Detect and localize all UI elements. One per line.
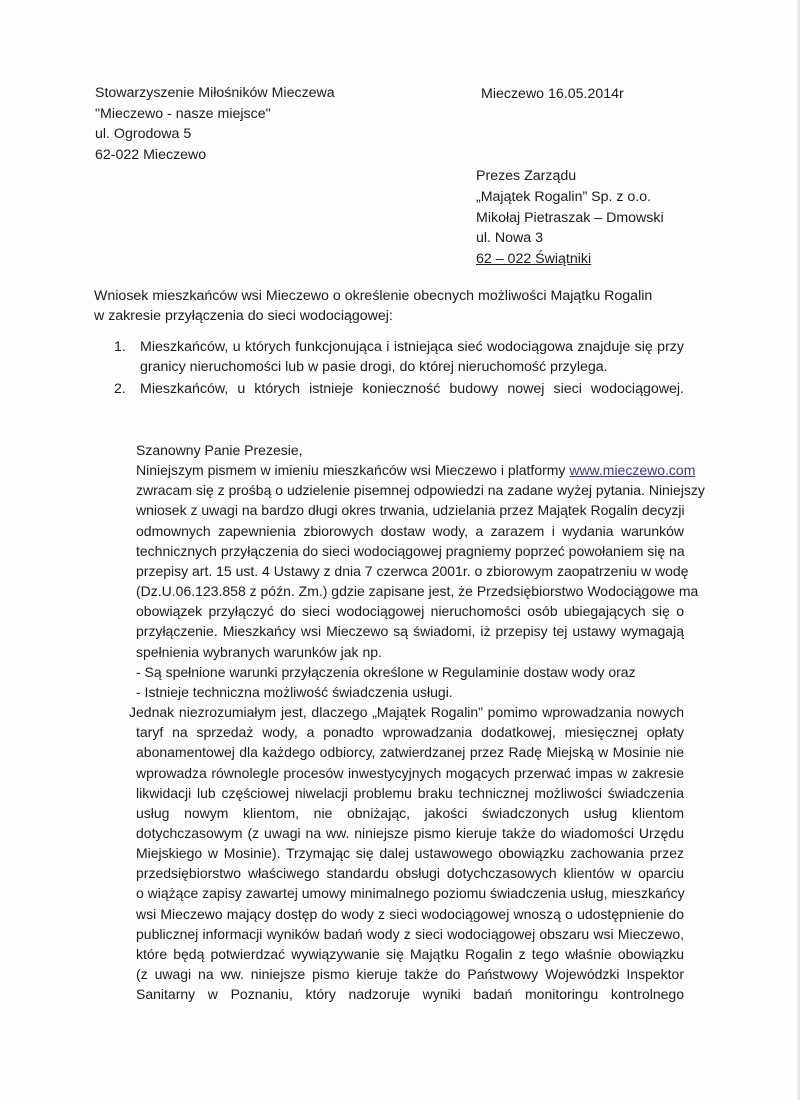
recipient-person: Mikołaj Pietraszak – Dmowski [476, 209, 664, 226]
sender-street: ul. Ogrodowa 5 [95, 126, 192, 142]
list-item [114, 379, 684, 399]
list-number: 1. [114, 339, 126, 355]
body-line: Jednak niezrozumiałym jest, dlaczego „Majątek Rogalin” pomimo wprowadzania nowych [129, 704, 684, 721]
bullet-line: - Istnieje techniczna możliwość świadczenia usługi. [136, 683, 453, 700]
body-line: przepisy art. 15 ust. 4 Ustawy z dnia 7 czerwca 2001r. o zbiorowym zaopatrzeniu w wodę [136, 562, 689, 579]
body-line: które będą potwierdzać wywiązywanie się Majątku Rogalin z tego właśnie obowiązku [136, 945, 684, 962]
sender-name: Stowarzyszenie Miłośników Mieczewa [95, 85, 335, 101]
body-line: dotychczasowym (z uwagi na ww. niniejsze pismo kieruje także do wiadomości Urzędu [136, 824, 684, 841]
body-line: (Dz.U.06.123.858 z późn. Zm.) gdzie zapisane jest, że Przedsiębiorstwo Wodociągowe ma [136, 583, 699, 600]
body-line: abonamentowej dla każdego odbiorcy, zatwierdzanej przez Radę Miejską w Mosinie nie [136, 744, 684, 761]
website-link[interactable]: www.mieczewo.com [569, 462, 696, 479]
numbered-list [114, 337, 684, 399]
body-line: publicznej informacji wyników badań wody z sieci wodociągowej obszaru wsi Mieczewo, [136, 925, 684, 942]
body-line: likwidacji lub częściowej niwelacji problemu braku technicznej możliwości świadczenia [136, 784, 684, 801]
body-line: (z uwagi na ww. niniejsze pismo kieruje także do Państwowy Wojewódzki Inspektor [136, 966, 684, 983]
list-item [114, 337, 684, 377]
body-line: wprowadza równolegle procesów inwestycyjnych mogących przerwać impas w zakresie [136, 764, 684, 781]
body-line: spełnienia wybranych warunków jak np. [136, 643, 382, 660]
body-line: odmownych zapewnienia zbiorowych dostaw wody, a zarazem i wydania warunków [136, 522, 684, 539]
recipient-city: 62 – 022 Świątniki [476, 251, 592, 268]
recipient-address [476, 166, 664, 270]
letter-date: Mieczewo 16.05.2014r [481, 86, 624, 102]
sender-city: 62-022 Mieczewo [95, 146, 207, 163]
subject-line: Wniosek mieszkańców wsi Mieczewo o określenie obecnych możliwości Majątku Rogalin [94, 288, 653, 304]
recipient-street: ul. Nowa 3 [476, 230, 544, 247]
body-line: zwracam się z prośbą o udzielenie pisemnej odpowiedzi na zadane wyżej pytania. Niniejszy [136, 482, 705, 499]
body-line: usług nowym klientom, nie obniżając, jakości świadczonych usług klientom [136, 804, 684, 821]
list-item-line: granicy nieruchomości lub w pasie drogi, do której nieruchomość przylega. [140, 359, 608, 375]
letter-body [129, 440, 705, 1004]
sender-subtitle: "Mieczewo - nasze miejsce" [95, 105, 271, 122]
subject-line: w zakresie przyłączenia do sieci wodociągowej: [94, 308, 393, 324]
subject [94, 286, 654, 326]
body-line: wniosek z uwagi na bardzo długi okres trwania, udzielania przez Majątek Rogalin decyzji [136, 502, 685, 519]
salutation: Szanowny Panie Prezesie, [136, 442, 303, 458]
body-line: Sanitarny w Poznaniu, który nadzoruje wyniki badań monitoringu kontrolnego [136, 986, 684, 1003]
bullet-line: - Są spełnione warunki przyłączenia określone w Regulaminie dostaw wody oraz [136, 663, 636, 680]
recipient-title: Prezes Zarządu [476, 168, 577, 184]
body-line: wsi Mieczewo mający dostęp do wody z sieci wodociągowej wnoszą o udostępnienie do [136, 905, 684, 922]
body-line: technicznych przyłączenia do sieci wodociągowej pragniemy poprzeć powołaniem się na [136, 542, 685, 559]
body-line: przyłączenie. Mieszkańcy wsi Mieczewo są świadomi, iż przepisy tej ustawy wymagają [136, 623, 684, 640]
list-item-line: Mieszkańców, u których istnieje konieczność budowy nowej sieci wodociągowej. [140, 381, 684, 397]
body-line: obowiązek przyłączyć do sieci wodociągowej nieruchomości osób ubiegających się o [136, 603, 684, 620]
body-line: przedsiębiorstwo właściwego standardu obsługi dotychczasowych klientów w oparciu [136, 865, 684, 882]
body-line: Miejskiego w Mosinie). Trzymając się dalej ustawowego obowiązku zachowania przez [136, 845, 684, 862]
list-item-line: Mieszkańców, u których funkcjonująca i istniejąca sieć wodociągowa znajduje się przy [140, 339, 684, 355]
recipient-company: „Majątek Rogalin” Sp. z o.o. [476, 188, 652, 205]
body-line: o wiążące zapisy zawartej umowy minimalnego poziomu świadczenia usług, mieszkańcy [136, 885, 685, 902]
list-number: 2. [114, 381, 126, 397]
body-line [136, 460, 696, 480]
body-text: Niniejszym pismem w imieniu mieszkańców wsi Mieczewo i platformy [136, 462, 570, 479]
body-line: taryf na sprzedaż wody, a ponadto wprowadzania dodatkowej, miesięcznej opłaty [136, 724, 684, 741]
sender-address [95, 83, 335, 165]
